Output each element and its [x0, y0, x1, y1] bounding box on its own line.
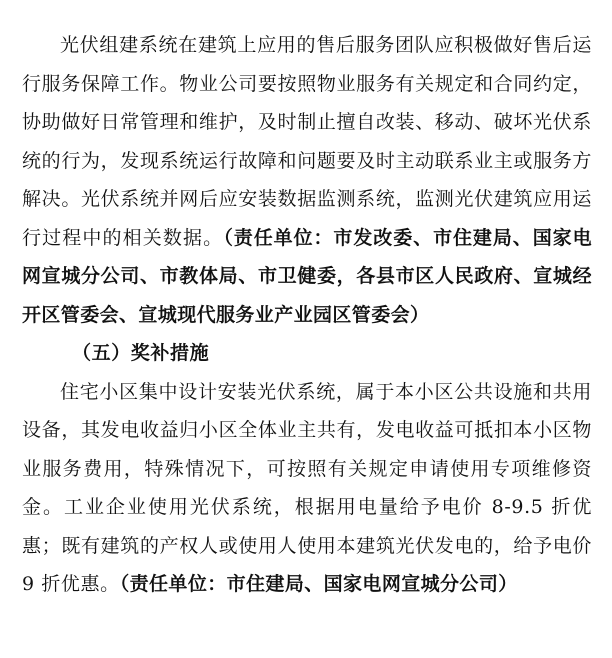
- responsibility-units: （责任单位：市发改委、市住建局、国家电网宣城分公司、市教体局、市卫健委，各县市区人民政府、宣城经开区管委会、宣城现代服务业产业园区管委会）: [22, 226, 592, 326]
- paragraph-subsidy-measures: [22, 373, 592, 604]
- document-page: [22, 26, 592, 604]
- paragraph-body-text: 光伏组建系统在建筑上应用的售后服务团队应积极做好售后运行服务保障工作。物业公司要按照物业服务有关规定和合同约定，协助做好日常管理和维护，及时制止擅自改装、移动、破坏光伏系统的行为，发现系统运行故障和问题要及时主动联系业主或服务方解决。光伏系统并网后应安装数据监测系统，监测光伏建筑应用运行过程中的相关数据。: [22, 34, 592, 249]
- section-heading-subsidy: （五）奖补措施: [72, 342, 210, 364]
- paragraph-body-text: 住宅小区集中设计安装光伏系统，属于本小区公共设施和共用设备，其发电收益归小区全体业主共有，发电收益可抵扣本小区物业服务费用，特殊情况下，可按照有关规定申请使用专项维修资金。工业企业使用光伏系统，根据用电量给予电价 8-9.5 折优惠；既有建筑的产权人或使用人使用本建筑光伏发电的，给予电价 9 折优惠。: [22, 380, 592, 595]
- paragraph-after-sales-service: [22, 26, 592, 334]
- responsibility-units: （责任单位：市住建局、国家电网宣城分公司）: [119, 573, 518, 595]
